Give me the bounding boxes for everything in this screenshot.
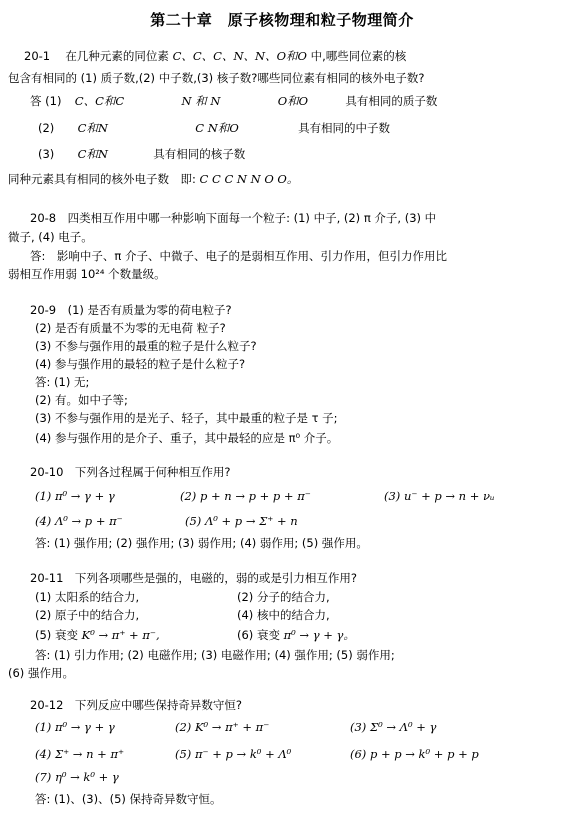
problem-20-9-line-2: (2) 是否有质量不为零的无电荷 粒子? — [35, 321, 226, 335]
isotope-list: C、C、C、N、N、O和O — [172, 49, 307, 63]
answer-text: 具有相同的质子数 — [345, 94, 438, 108]
answer-20-1-line-1 — [30, 94, 437, 108]
item-3: (2) 原子中的结合力, — [35, 608, 140, 622]
reaction-5: (5) Λ⁰ + p → Σ⁺ + n — [185, 514, 298, 528]
problem-number: 20-1 — [24, 49, 51, 63]
answer-20-11-line-2: (6) 强作用。 — [8, 666, 74, 680]
problem-20-11-question: 20-11 下列各项哪些是强的，电磁的，弱的或是引力相互作用? — [30, 571, 358, 585]
problem-20-9-line-1: 20-9 (1) 是否有质量为零的荷电粒子? — [30, 303, 232, 317]
item-label: (6) 衰变 — [237, 628, 280, 642]
answer-20-10: 答: (1) 强作用; (2) 强作用; (3) 弱作用; (4) 弱作用; (5) 强作用。 — [35, 536, 368, 550]
problem-20-1-line-1 — [24, 49, 406, 63]
problem-20-10-question: 20-10 下列各过程属于何种相互作用? — [30, 465, 231, 479]
item-2: (2) 分子的结合力, — [237, 590, 330, 604]
problem-20-1-line-2: 包含有相同的 (1) 质子数,(2) 中子数,(3) 核子数?哪些同位素有相同的核外电子数? — [8, 71, 425, 85]
answer-prefix: 答 (1) — [30, 94, 62, 108]
reaction-2: (2) p + n → p + p + π⁻ — [180, 489, 311, 503]
answer-text: 具有相同的核子数 — [153, 147, 246, 161]
reaction-2: (2) K⁰ → π⁺ + π⁻ — [175, 720, 270, 734]
problem-20-9-line-4: (4) 参与强作用的最轻的粒子是什么粒子? — [35, 357, 246, 371]
reaction-3: (3) Σ⁰ → Λ⁰ + γ — [350, 720, 437, 734]
reaction-7: (7) η⁰ → k⁰ + γ — [35, 770, 119, 784]
isotope-group: C N和O — [195, 121, 239, 135]
decay-equation: K⁰ → π⁺ + π⁻, — [81, 628, 160, 642]
answer-prefix: (3) — [38, 147, 55, 161]
problem-text: 在几种元素的同位素 — [65, 49, 169, 63]
problem-20-12-question: 20-12 下列反应中哪些保持奇异数守恒? — [30, 698, 243, 712]
item-5 — [35, 628, 160, 642]
isotope-group: C和N — [77, 147, 108, 161]
answer-20-1-line-2 — [38, 121, 390, 135]
chapter-title: 第二十章 原子核物理和粒子物理简介 — [150, 11, 414, 29]
problem-text: 中,哪些同位素的核 — [310, 49, 407, 63]
reaction-3: (3) u⁻ + p → n + νᵤ — [384, 489, 495, 503]
answer-20-1-line-4 — [8, 172, 298, 186]
isotope-group: O和O — [277, 94, 309, 108]
answer-20-12: 答: (1)、(3)、(5) 保持奇异数守恒。 — [35, 792, 222, 806]
item-4: (4) 核中的结合力, — [237, 608, 330, 622]
answer-20-8-line-2: 弱相互作用弱 10²⁴ 个数量级。 — [8, 267, 166, 281]
isotope-group: N 和 N — [181, 94, 221, 108]
answer-20-11-line-1: 答: (1) 引力作用; (2) 电磁作用; (3) 电磁作用; (4) 强作用; (5) 弱作用; — [35, 648, 395, 662]
item-6 — [237, 628, 355, 642]
isotope-group: C、C和C — [74, 94, 125, 108]
answer-20-9-line-3: (3) 不参与强作用的是光子、轻子，其中最重的粒子是 τ 子; — [35, 411, 338, 425]
reaction-1: (1) π⁰ → γ + γ — [35, 489, 115, 503]
isotope-group: C和N — [77, 121, 108, 135]
answer-20-9-line-4: (4) 参与强作用的是介子、重子，其中最轻的应是 π⁰ 介子。 — [35, 431, 339, 445]
answer-text: 同种元素具有相同的核外电子数 即: — [8, 172, 196, 186]
reaction-4: (4) Σ⁺ → n + π⁺ — [35, 747, 125, 761]
reaction-1: (1) π⁰ → γ + γ — [35, 720, 115, 734]
answer-20-1-line-3 — [38, 147, 245, 161]
item-label: (5) 衰变 — [35, 628, 78, 642]
answer-prefix: (2) — [38, 121, 55, 135]
item-1: (1) 太阳系的结合力, — [35, 590, 140, 604]
decay-equation: π⁰ → γ + γ。 — [283, 628, 355, 642]
answer-20-9-line-1: 答: (1) 无; — [35, 375, 90, 389]
reaction-5: (5) π⁻ + p → k⁰ + Λ⁰ — [175, 747, 292, 761]
problem-20-8-line-1: 20-8 四类相互作用中哪一种影响下面每一个粒子: (1) 中子, (2) π 介子, (3) 中 — [30, 211, 437, 225]
isotope-list: C C C N N O O。 — [199, 172, 299, 186]
problem-20-9-line-3: (3) 不参与强作用的最重的粒子是什么粒子? — [35, 339, 257, 353]
answer-text: 具有相同的中子数 — [298, 121, 391, 135]
reaction-4: (4) Λ⁰ → p + π⁻ — [35, 514, 123, 528]
answer-20-8-line-1: 答: 影响中子、π 介子、中微子、电子的是弱相互作用、引力作用，但引力作用比 — [30, 249, 447, 263]
problem-20-8-line-2: 微子, (4) 电子。 — [8, 230, 93, 244]
answer-20-9-line-2: (2) 有。如中子等; — [35, 393, 128, 407]
reaction-6: (6) p + p → k⁰ + p + p — [350, 747, 479, 761]
